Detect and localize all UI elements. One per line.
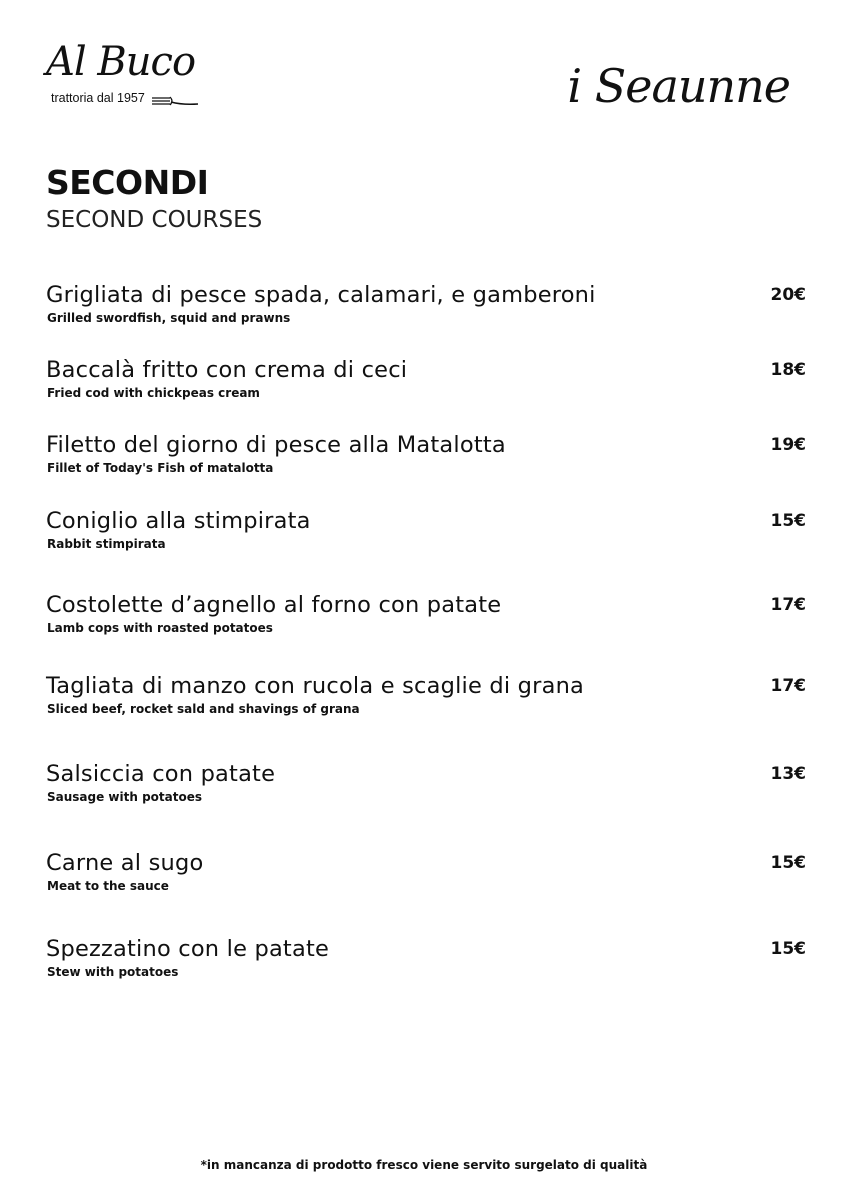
item-name: Salsiccia con patate bbox=[46, 761, 276, 787]
item-name: Spezzatino con le patate bbox=[46, 936, 330, 962]
item-price: 18€ bbox=[770, 360, 806, 380]
item-name: Costolette d’agnello al forno con patate bbox=[46, 592, 502, 618]
menu-item bbox=[46, 506, 806, 566]
item-name: Tagliata di manzo con rucola e scaglie di grana bbox=[46, 673, 585, 699]
item-name: Filetto del giorno di pesce alla Matalotta bbox=[46, 432, 506, 458]
menu-item bbox=[46, 355, 806, 415]
menu-item bbox=[46, 759, 806, 819]
item-name: Carne al sugo bbox=[46, 850, 204, 876]
footer-note: *in mancanza di prodotto fresco viene servito surgelato di qualità bbox=[200, 1158, 648, 1172]
menu-item bbox=[46, 280, 806, 340]
menu-item bbox=[46, 430, 806, 490]
fork-icon bbox=[152, 96, 200, 110]
item-description: Fillet of Today's Fish of matalotta bbox=[47, 461, 274, 475]
item-price: 15€ bbox=[770, 853, 806, 873]
item-price: 15€ bbox=[770, 939, 806, 959]
item-name: Grigliata di pesce spada, calamari, e gamberoni bbox=[46, 282, 596, 308]
menu-item bbox=[46, 848, 806, 908]
menu-item bbox=[46, 934, 806, 994]
item-price: 20€ bbox=[770, 285, 806, 305]
item-price: 19€ bbox=[770, 435, 806, 455]
section-title: SECONDI bbox=[46, 163, 209, 202]
brand-script-title: i Seaunne bbox=[567, 59, 790, 113]
item-description: Meat to the sauce bbox=[47, 879, 169, 893]
logo-tagline: trattoria dal 1957 bbox=[51, 91, 145, 105]
item-description: Rabbit stimpirata bbox=[47, 537, 166, 551]
item-description: Fried cod with chickpeas cream bbox=[47, 386, 260, 400]
logo-name: Al Buco bbox=[46, 39, 196, 85]
item-price: 17€ bbox=[770, 676, 806, 696]
item-description: Sausage with potatoes bbox=[47, 790, 203, 804]
restaurant-logo bbox=[46, 40, 206, 124]
item-description: Sliced beef, rocket sald and shavings of grana bbox=[47, 702, 360, 716]
menu-item bbox=[46, 590, 806, 650]
item-description: Stew with potatoes bbox=[47, 965, 179, 979]
item-price: 17€ bbox=[770, 595, 806, 615]
section-subtitle: SECOND COURSES bbox=[46, 207, 263, 233]
menu-item bbox=[46, 671, 806, 731]
item-price: 15€ bbox=[770, 511, 806, 531]
item-description: Grilled swordfish, squid and prawns bbox=[47, 311, 291, 325]
item-description: Lamb cops with roasted potatoes bbox=[47, 621, 273, 635]
item-name: Coniglio alla stimpirata bbox=[46, 508, 311, 534]
item-name: Baccalà fritto con crema di ceci bbox=[46, 357, 408, 383]
item-price: 13€ bbox=[770, 764, 806, 784]
